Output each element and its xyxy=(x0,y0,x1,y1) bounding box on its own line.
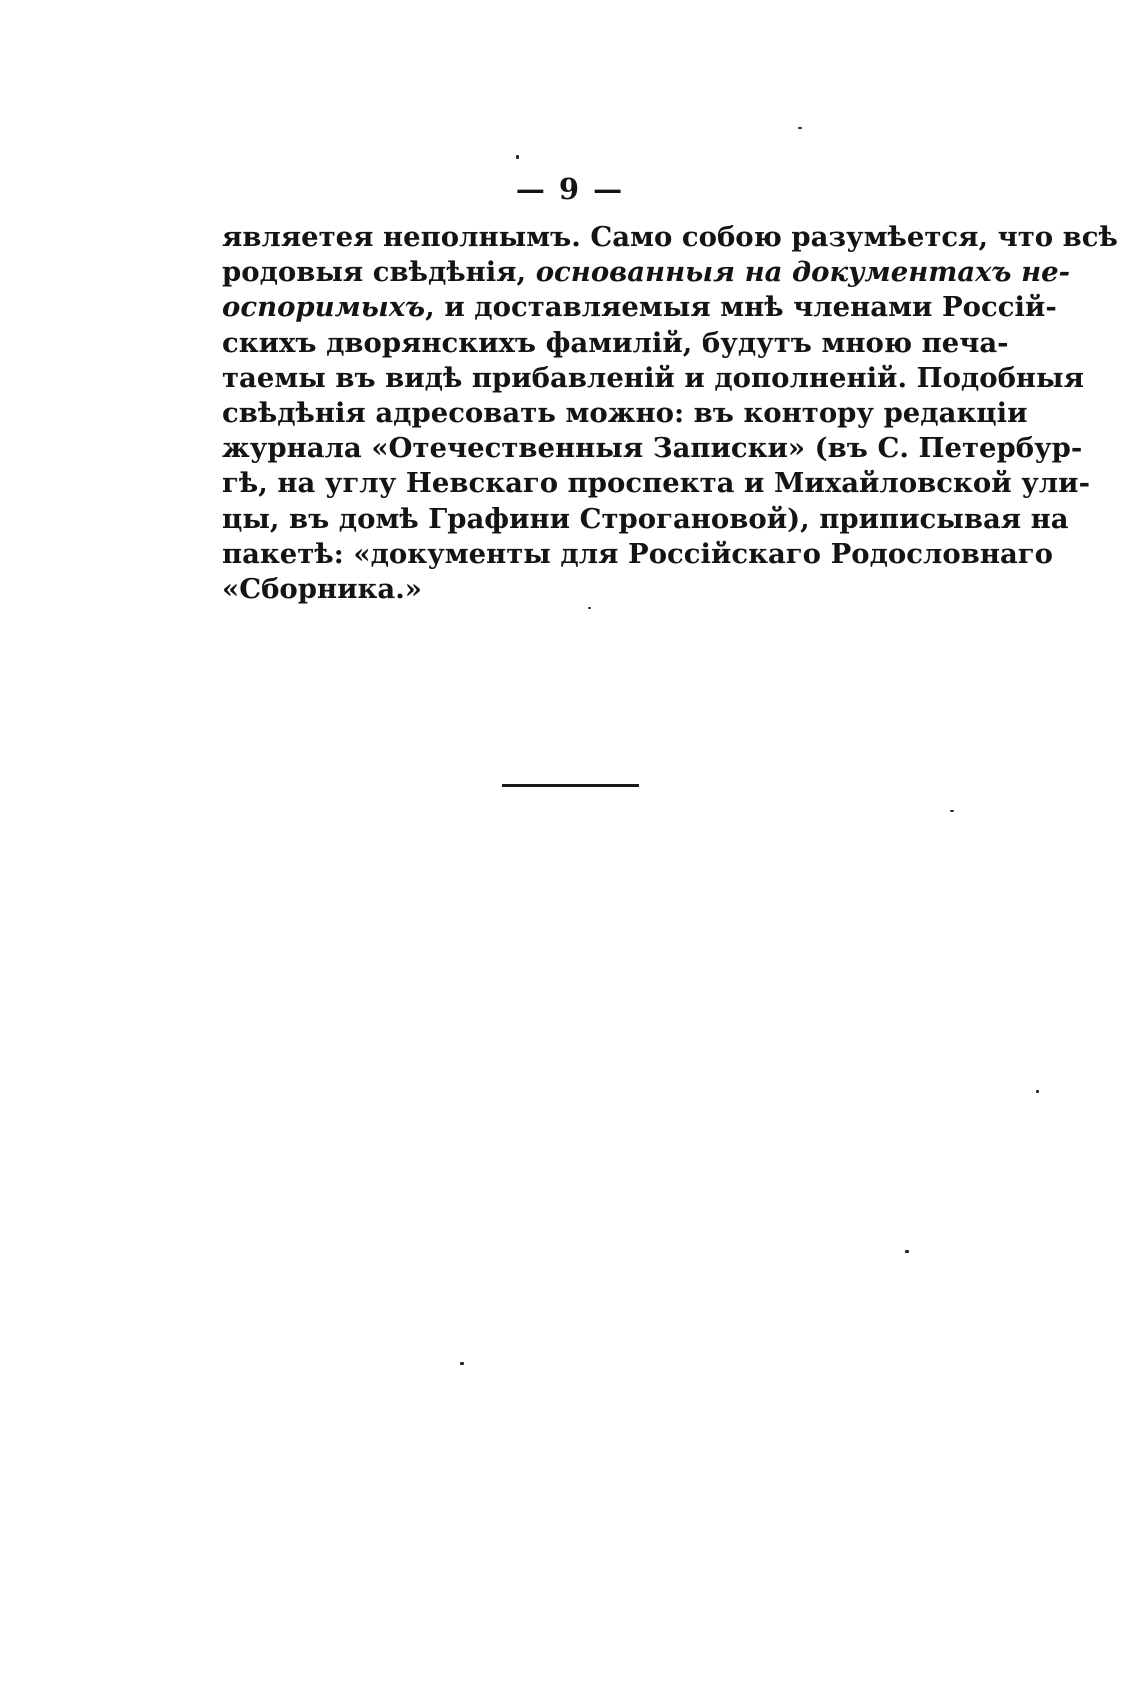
italic-phrase: оспоримыхъ xyxy=(222,291,426,324)
text-line xyxy=(222,290,1057,325)
text-line: цы, въ домѣ Графини Строгановой), приписывая на xyxy=(222,502,1069,535)
print-speck xyxy=(798,127,802,129)
print-speck xyxy=(950,810,954,812)
text-line xyxy=(222,255,1071,290)
print-speck xyxy=(516,155,519,159)
main-paragraph xyxy=(222,220,1118,607)
page-number: — 9 — xyxy=(515,172,625,206)
italic-phrase: основанныя на документахъ не- xyxy=(535,256,1071,289)
print-speck xyxy=(460,1362,464,1365)
print-speck xyxy=(588,607,591,609)
section-divider xyxy=(502,784,639,787)
text-segment: родовыя свѣдѣнія, xyxy=(222,256,527,289)
print-speck xyxy=(905,1250,909,1253)
text-line: пакетѣ: «документы для Россійскаго Родословнаго xyxy=(222,537,1053,570)
text-line: таемы въ видѣ прибавленій и дополненій. Подобныя xyxy=(222,361,1084,394)
text-line: «Сборника.» xyxy=(222,572,422,605)
text-line: являетея неполнымъ. Само собою разумѣется, что всѣ xyxy=(222,221,1118,253)
text-line: свѣдѣнія адресовать можно: въ контору редакціи xyxy=(222,396,1028,429)
text-segment: , и доставляемыя мнѣ членами Россій- xyxy=(425,291,1057,324)
text-line: журнала «Отечественныя Записки» (въ С. Петербур- xyxy=(222,432,1083,465)
text-line: скихъ дворянскихъ фамилій, будутъ мною печа- xyxy=(222,326,1009,359)
print-speck xyxy=(1036,1090,1039,1093)
text-line: гѣ, на углу Невскаго проспекта и Михайловской ули- xyxy=(222,467,1090,500)
